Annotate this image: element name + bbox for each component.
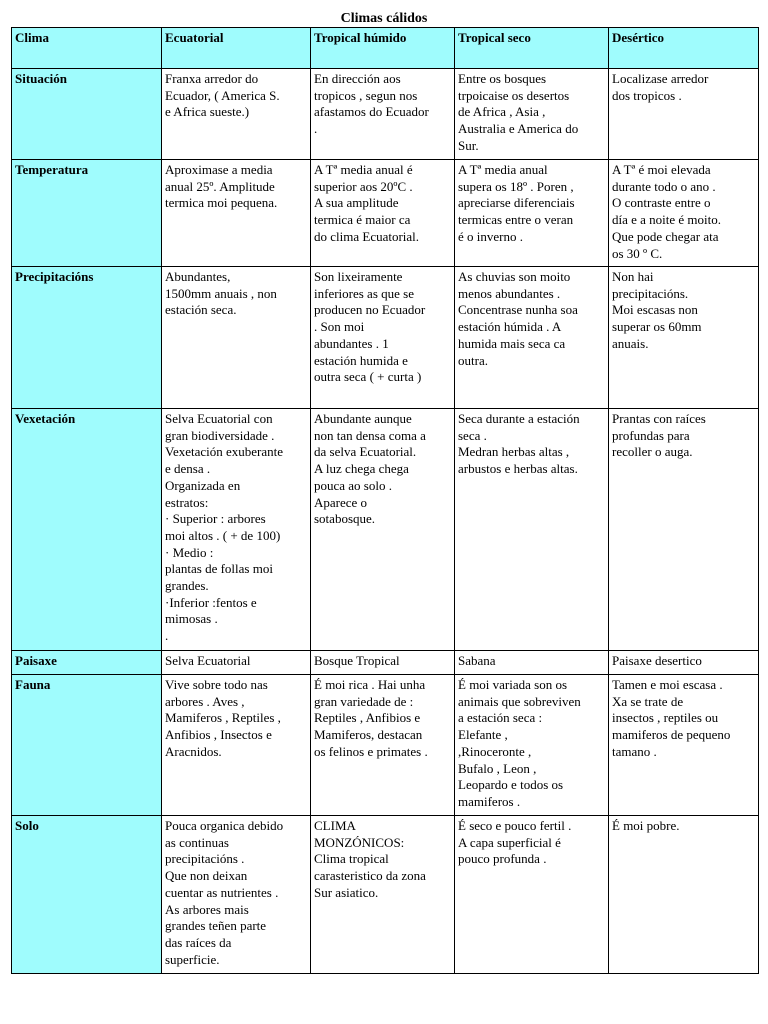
table-cell: Localizase arredor dos tropicos . [609, 69, 759, 160]
page-title: Climas cálidos [340, 11, 428, 26]
table-cell: A Tª media anual é superior aos 20ºC . A sua amplitude termica é maior ca do clima Ecuatorial. [311, 160, 455, 267]
table-cell: É moi pobre. [609, 816, 759, 974]
table-cell: A Tª media anual supera os 18º . Poren , apreciarse diferenciais termicas entre o veran é o inverno . [455, 160, 609, 267]
table-cell: As chuvias son moito menos abundantes . Concentrase nunha soa estación húmida . A humida mais seca ca outra. [455, 267, 609, 409]
table-cell: Abundantes, 1500mm anuais , non estación seca. [162, 267, 311, 409]
table-cell: A Tª é moi elevada durante todo o ano . O contraste entre o día e a noite é moito. Que pode chegar ata os 30 º C. [609, 160, 759, 267]
row-label-solo: Solo [12, 816, 162, 974]
row-label-fauna: Fauna [12, 675, 162, 816]
table-row-paisaxe [12, 651, 759, 675]
table-cell: Seca durante a estación seca . Medran herbas altas , arbustos e herbas altas. [455, 409, 609, 651]
table-row-solo [12, 816, 759, 974]
table-cell: Pouca organica debido as continuas precipitacións . Que non deixan cuentar as nutrientes . As arbores mais grandes teñen parte das raíces da superficie. [162, 816, 311, 974]
table-cell: Franxa arredor do Ecuador, ( America S. e Africa sueste.) [162, 69, 311, 160]
table-cell: CLIMA MONZÓNICOS: Clima tropical carasteristico da zona Sur asiatico. [311, 816, 455, 974]
table-cell: Son lixeiramente inferiores as que se producen no Ecuador . Son moi abundantes . 1 estación humida e outra seca ( + curta ) [311, 267, 455, 409]
table-cell: Bosque Tropical [311, 651, 455, 675]
table-row-vexetacion [12, 409, 759, 651]
row-label-precipitacions: Precipitacións [12, 267, 162, 409]
table-cell: É seco e pouco fertil . A capa superficial é pouco profunda . [455, 816, 609, 974]
table-cell: Selva Ecuatorial [162, 651, 311, 675]
header-cell-desertico: Desértico [609, 28, 759, 69]
row-label-temperatura: Temperatura [12, 160, 162, 267]
table-cell: Prantas con raíces profundas para recoller o auga. [609, 409, 759, 651]
row-label-situacion: Situación [12, 69, 162, 160]
header-cell-ecuatorial: Ecuatorial [162, 28, 311, 69]
table-row-temperatura [12, 160, 759, 267]
table-cell: Vive sobre todo nas arbores . Aves , Mamiferos , Reptiles , Anfibios , Insectos e Aracnidos. [162, 675, 311, 816]
header-cell-clima: Clima [12, 28, 162, 69]
header-cell-tropical-humido: Tropical húmido [311, 28, 455, 69]
table-cell: Abundante aunque non tan densa coma a da selva Ecuatorial. A luz chega chega pouca ao solo . Aparece o sotabosque. [311, 409, 455, 651]
table-cell: Aproximase a media anual 25º. Amplitude termica moi pequena. [162, 160, 311, 267]
table-cell: Non hai precipitacións. Moi escasas non superar os 60mm anuais. [609, 267, 759, 409]
climate-table [11, 27, 759, 974]
table-cell: É moi variada son os animais que sobreviven a estación seca : Elefante , ,Rinoceronte , Bufalo , Leon , Leopardo e todos os mamiferos . [455, 675, 609, 816]
table-row-precipitacions [12, 267, 759, 409]
row-label-paisaxe: Paisaxe [12, 651, 162, 675]
table-cell: Selva Ecuatorial con gran biodiversidade . Vexetación exuberante e densa . Organizada en estratos: · Superior : arbores moi altos . ( + de 100) · Medio : plantas de follas moi grandes. ·Inferior :fentos e mimosas . . [162, 409, 311, 651]
header-cell-tropical-seco: Tropical seco [455, 28, 609, 69]
table-cell: Sabana [455, 651, 609, 675]
table-row-situacion [12, 69, 759, 160]
table-row-fauna [12, 675, 759, 816]
table-cell: En dirección aos tropicos , segun nos afastamos do Ecuador . [311, 69, 455, 160]
row-label-vexetacion: Vexetación [12, 409, 162, 651]
table-cell: Entre os bosques trpoicaise os desertos de Africa , Asia , Australia e America do Sur. [455, 69, 609, 160]
table-cell: Paisaxe desertico [609, 651, 759, 675]
table-cell: Tamen e moi escasa . Xa se trate de insectos , reptiles ou mamiferos de pequeno tamano . [609, 675, 759, 816]
header-row [12, 28, 759, 69]
table-cell: É moi rica . Hai unha gran variedade de : Reptiles , Anfibios e Mamiferos, destacan os felinos e primates . [311, 675, 455, 816]
